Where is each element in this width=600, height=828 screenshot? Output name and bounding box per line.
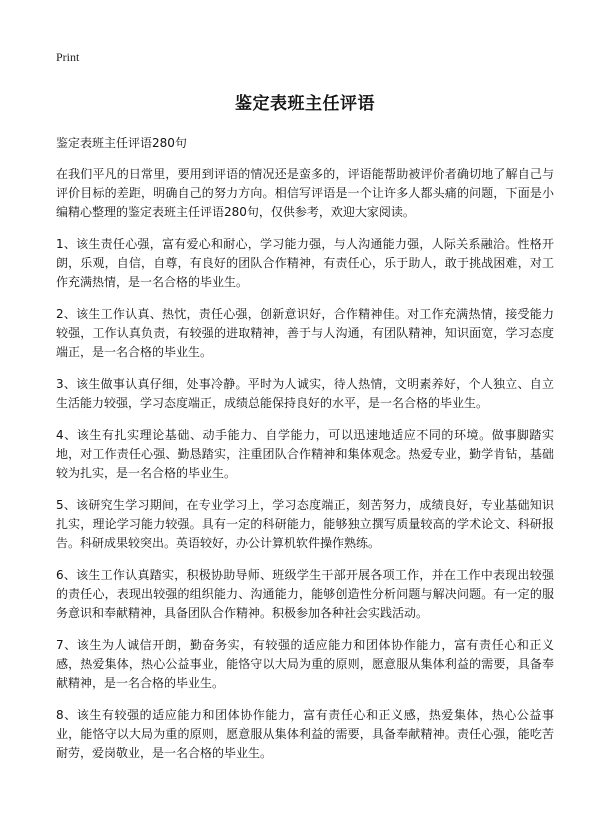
comment-item-6: 6、该生工作认真踏实，积极协助导师、班级学生干部开展各项工作，并在工作中表现出较强的责任心，表现出较强的组织能力、沟通能力，能够创造性分析问题与解决问题。有一定的服务意识和奉献精神，具备团队合作精神。积极参加各种社会实践活动。 bbox=[56, 568, 554, 620]
comment-item-5: 5、该研究生学习期间，在专业学习上，学习态度端正，刻苦努力，成绩良好，专业基础知识扎实，理论学习能力较强。具有一定的科研能力，能够独立撰写质量较高的学术论文、科研报告。科研成果较突出。英语较好，办公计算机软件操作熟练。 bbox=[56, 498, 554, 550]
intro-paragraph: 在我们平凡的日常里，要用到评语的情况还是蛮多的，评语能帮助被评价者确切地了解自己与评价目标的差距，明确自己的努力方向。相信写评语是一个让许多人都头痛的问题，下面是小编精心整理的鉴定表班主任评语280句，仅供参考，欢迎大家阅读。 bbox=[56, 167, 554, 219]
comment-item-2: 2、该生工作认真、热忱，责任心强，创新意识好，合作精神佳。对工作充满热情，接受能力较强，工作认真负责，有较强的进取精神，善于与人沟通，有团队精神，知识面宽，学习态度端正，是一名合格的毕业生。 bbox=[56, 307, 554, 359]
comment-item-1: 1、该生责任心强，富有爱心和耐心，学习能力强，与人沟通能力强，人际关系融洽。性格开朗，乐观，自信，自尊，有良好的团队合作精神，有责任心，乐于助人，敢于挑战困难，对工作充满热情，是一名合格的毕业生。 bbox=[56, 237, 554, 289]
document-subtitle: 鉴定表班主任评语280句 bbox=[56, 136, 187, 150]
comment-item-3: 3、该生做事认真仔细，处事冷静。平时为人诚实，待人热情，文明素养好，个人独立、自立生活能力较强，学习态度端正，成绩总能保持良好的水平，是一名合格的毕业生。 bbox=[56, 377, 554, 410]
page-title: 鉴定表班主任评语 bbox=[235, 94, 375, 114]
comment-item-4: 4、该生有扎实理论基础、动手能力、自学能力，可以迅速地适应不同的环境。做事脚踏实地，对工作责任心强、勤恳踏实，注重团队合作精神和集体观念。热爱专业，勤学肯钻，基础较为扎实，是一名合格的毕业生。 bbox=[56, 428, 554, 480]
comment-item-7: 7、该生为人诚信开朗，勤奋务实，有较强的适应能力和团体协作能力，富有责任心和正义感，热爱集体，热心公益事业，能恪守以大局为重的原则，愿意服从集体利益的需要，具备奉献精神，是一名合格的毕业生。 bbox=[56, 638, 554, 690]
comment-item-8: 8、该生有较强的适应能力和团体协作能力，富有责任心和正义感，热爱集体，热心公益事业，能恪守以大局为重的原则，愿意服从集体利益的需要，具备奉献精神。责任心强，能吃苦耐劳，爱岗敬业，是一名合格的毕业生。 bbox=[56, 708, 554, 760]
print-link[interactable]: Print bbox=[56, 50, 80, 64]
